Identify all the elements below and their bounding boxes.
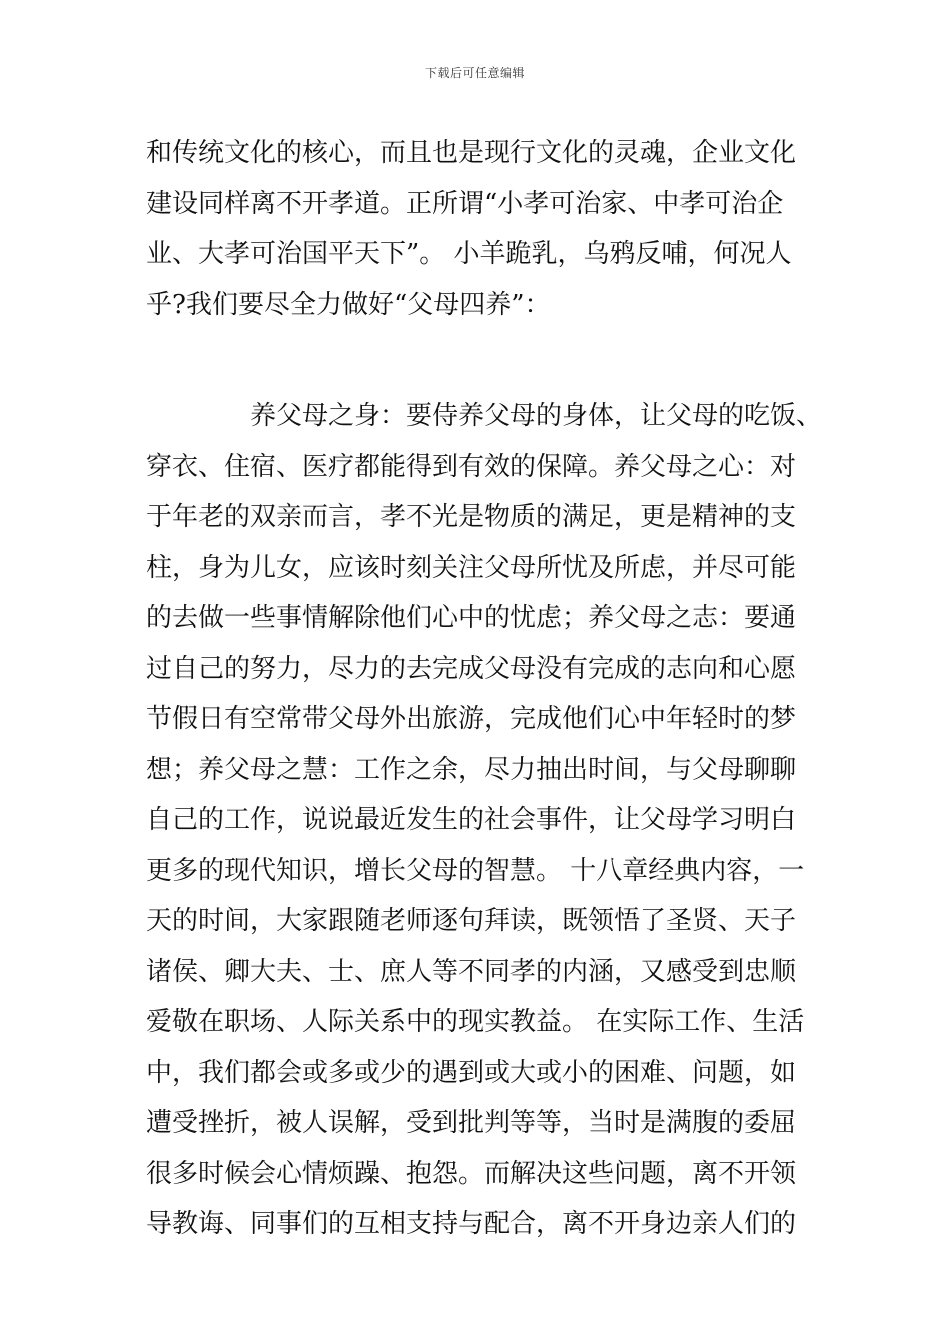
text-line: 爱敬在职场、人际关系中的现实教益。 在实际工作、生活: [146, 1007, 805, 1037]
text-line: 遭受挫折，被人误解，受到批判等等，当时是满腹的委屈: [146, 1108, 797, 1138]
paragraph-1: [146, 128, 806, 330]
page-header: 下载后可任意编辑: [424, 66, 525, 80]
paragraph-2: [146, 391, 823, 1250]
text-line: 和传统文化的核心，而且也是现行文化的灵魂，企业文化: [146, 138, 797, 168]
text-line: 导教诲、同事们的互相支持与配合，离不开身边亲人们的: [146, 1209, 797, 1239]
paragraph-spacer: [146, 330, 806, 391]
text-line: 穿衣、住宿、医疗都能得到有效的保障。养父母之心：对: [146, 451, 797, 482]
text-line: 自己的工作，说说最近发生的社会事件，让父母学习明白: [146, 805, 797, 835]
text-line: 过自己的努力，尽力的去完成父母没有完成的志向和心愿: [146, 653, 797, 684]
text-line: 业、大孝可治国平天下”。 小羊跪乳，乌鸦反哺，何况人: [146, 239, 792, 269]
text-line: 想；养父母之慧：工作之余，尽力抽出时间，与父母聊聊: [146, 754, 797, 785]
text-line: 柱，身为儿女，应该时刻关注父母所忧及所虑，并尽可能: [146, 552, 797, 583]
document-body: [146, 128, 823, 1250]
text-line: 天的时间，大家跟随老师逐句拜读，既领悟了圣贤、天子: [146, 906, 797, 936]
text-line: 乎?我们要尽全力做好“父母四养”：: [146, 289, 551, 320]
text-line: 养父母之身：要侍养父母的身体，让父母的吃饭、: [250, 401, 823, 431]
text-line: 建设同样离不开孝道。正所谓“小孝可治家、中孝可治企: [146, 188, 784, 219]
text-line: 中，我们都会或多或少的遇到或大或小的困难、问题，如: [146, 1057, 797, 1088]
text-line: 诸侯、卿大夫、士、庶人等不同孝的内涵，又感受到忠顺: [146, 956, 797, 987]
text-line: 于年老的双亲而言，孝不光是物质的满足，更是精神的支: [146, 502, 797, 532]
text-line: 很多时候会心情烦躁、抱怨。而解决这些问题，离不开领: [146, 1158, 797, 1189]
text-line: 节假日有空常带父母外出旅游，完成他们心中年轻时的梦: [146, 704, 797, 734]
text-line: 的去做一些事情解除他们心中的忧虑；养父母之志：要通: [146, 603, 797, 633]
text-line: 更多的现代知识，增长父母的智慧。 十八章经典内容，一: [146, 855, 805, 886]
